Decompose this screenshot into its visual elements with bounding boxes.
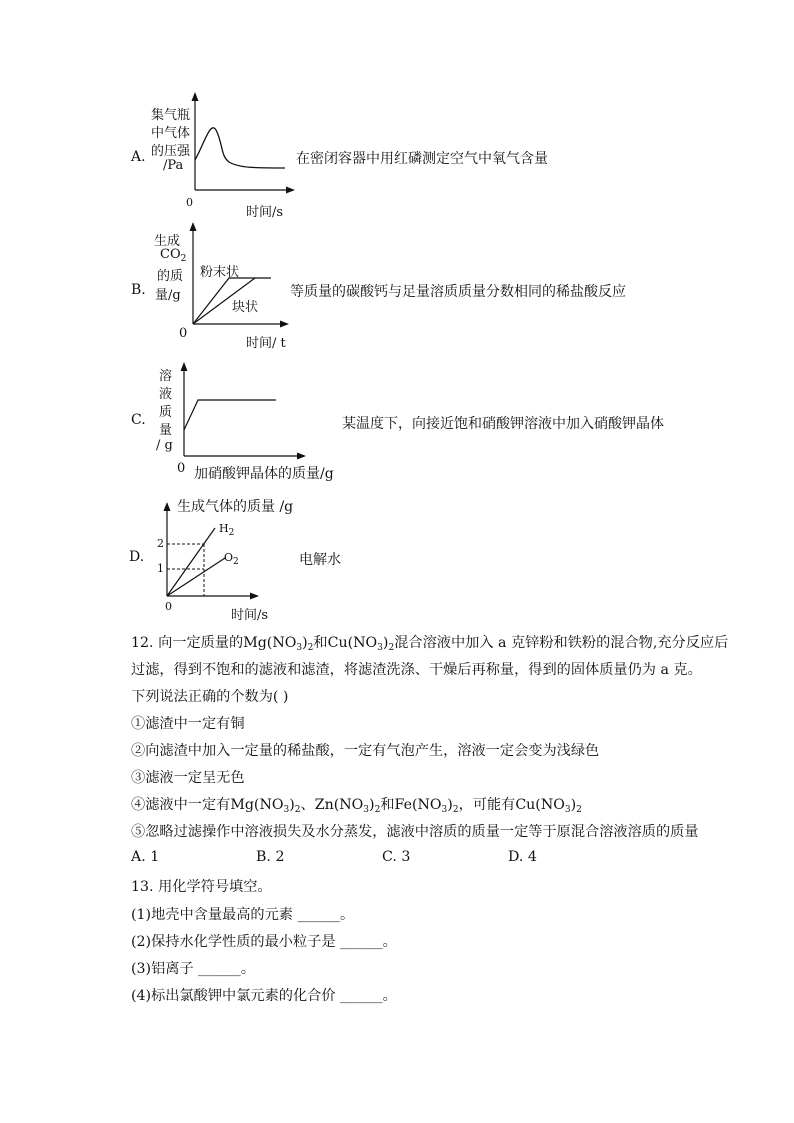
q12-l1a: 12. 向一定质量的Mg(NO (131, 635, 297, 651)
graph-c-plot (174, 358, 314, 458)
graph-a-ylabel-2: 中气体 (151, 126, 191, 141)
graph-a-ylabel-3: 的压强 (151, 144, 191, 159)
graph-b-ylabel-4: 量/g (155, 288, 181, 303)
graph-d-x-arrow (250, 593, 259, 600)
graph-a-caption: 在密闭容器中用红磷测定空气中氧气含量 (296, 151, 548, 167)
q12-s4p: 2 (576, 805, 582, 815)
graph-d-o2-text: O (224, 551, 234, 564)
graph-a-plot (185, 90, 295, 200)
graph-b-x-arrow (280, 321, 289, 328)
graph-b-origin: 0 (179, 326, 188, 341)
q13-item-1[interactable]: (1)地壳中含量最高的元素 ______。 (131, 907, 355, 923)
q12-statement-4 (131, 794, 582, 814)
graph-d-y-arrow (164, 502, 171, 511)
q13-title: 13. 用化学符号填空。 (131, 879, 272, 895)
graph-d-xlabel: 时间/s (231, 608, 269, 623)
graph-b-plot (180, 218, 293, 328)
q12-s4b: 3 (283, 805, 290, 815)
q12-option-a[interactable]: A. 1 (131, 849, 160, 865)
q12-l1d: 2 (307, 643, 314, 653)
graph-c-xlabel: 加硝酸钾晶体的质量/g (194, 466, 334, 482)
q13-item-3[interactable]: (3)铝离子 ______。 (131, 961, 255, 977)
q12-s4m: ，可能有Cu(NO (458, 797, 565, 813)
graph-b-ylabel-co: CO (160, 247, 181, 262)
graph-b-xlabel: 时间/ t (246, 336, 286, 351)
q12-s4e: 、Zn(NO (300, 797, 364, 813)
q12-s4k: ) (447, 797, 453, 813)
q12-s4d: 2 (294, 805, 301, 815)
graph-d-h2-line (167, 528, 215, 596)
graph-a-xlabel: 时间/s (246, 205, 284, 220)
graph-c-ylabel-2: 液 (159, 387, 173, 402)
q12-s4n: 3 (564, 805, 571, 815)
graph-d-caption: 电解水 (299, 552, 341, 568)
graph-d-h2-sub: 2 (228, 528, 235, 538)
q12-s4j: 3 (441, 805, 448, 815)
graph-d-letter: D. (129, 549, 145, 565)
q12-s4a: ④滤液中一定有Mg(NO (131, 797, 284, 813)
graph-a-origin: 0 (186, 196, 193, 209)
q13-item-2[interactable]: (2)保持水化学性质的最小粒子是 ______。 (131, 934, 397, 950)
graph-b-y-arrow (190, 222, 197, 231)
graph-a-y-arrow (192, 92, 199, 101)
graph-a-ylabel-1: 集气瓶 (151, 108, 191, 123)
graph-c-y-arrow (181, 362, 188, 371)
graph-c-mass-line (184, 400, 276, 430)
q12-s4i: 和Fe(NO (380, 797, 442, 813)
q12-statement-3: ③滤液一定呈无色 (131, 770, 245, 786)
graph-b-ylabel-3: 的质 (157, 269, 184, 284)
q12-l1e: 和Cu(NO (313, 635, 378, 651)
graph-c-x-arrow (297, 453, 306, 460)
q12-option-b[interactable]: B. 2 (256, 849, 285, 865)
graph-b-letter: B. (131, 282, 146, 298)
q12-s4o: ) (570, 797, 577, 813)
graph-c-origin: 0 (177, 461, 186, 476)
graph-d-o2-sub: 2 (233, 557, 239, 567)
graph-d-o2-line (167, 558, 225, 596)
graph-b-curve1-label: 粉末状 (200, 265, 240, 280)
q12-option-d[interactable]: D. 4 (508, 849, 537, 865)
graph-c-ylabel-1: 溶 (159, 369, 173, 384)
q12-line-1 (131, 632, 728, 652)
graph-a-x-arrow (286, 187, 295, 194)
graph-d-tick-1: 1 (157, 562, 164, 575)
graph-b-ylabel-1: 生成 (154, 234, 181, 249)
graph-b-ylabel-sub: 2 (180, 254, 187, 264)
graph-d-tick-2: 2 (157, 537, 164, 550)
q12-l1b: 3 (296, 643, 303, 653)
graph-c-caption: 某温度下，向接近饱和硝酸钾溶液中加入硝酸钾晶体 (342, 416, 664, 432)
graph-a-letter: A. (131, 149, 146, 165)
q12-statement-1: ①滤渣中一定有铜 (131, 716, 245, 732)
graph-d-ylabel: 生成气体的质量 /g (177, 499, 294, 515)
graph-a-ylabel-4: /Pa (163, 158, 184, 173)
q12-statement-5: ⑤忽略过滤操作中溶液损失及水分蒸发，滤液中溶质的质量一定等于原混合溶液溶质的质量 (131, 824, 699, 840)
q12-l1g: ) (382, 635, 389, 651)
graph-a-pressure-curve (195, 128, 285, 168)
q12-line-2: 过滤，得到不饱和的滤液和滤渣，将滤渣洗涤、干燥后再称量，得到的固体质量仍为 a 克。 (131, 662, 702, 678)
q12-s4f: 3 (363, 805, 370, 815)
q12-s4c: ) (289, 797, 295, 813)
graph-d-origin: 0 (165, 600, 172, 613)
q12-l1c: ) (302, 635, 308, 651)
q12-s4l: 2 (452, 805, 459, 815)
q13-item-4[interactable]: (4)标出氯酸钾中氯元素的化合价 ______。 (131, 988, 397, 1004)
graph-b-curve2-label: 块状 (232, 300, 259, 315)
graph-d-h2-text: H (219, 522, 229, 535)
q12-s4h: 2 (374, 805, 381, 815)
q12-l1h: 2 (388, 643, 395, 653)
graph-c-ylabel-4: 量 (159, 423, 173, 438)
graph-c-ylabel-3: 质 (159, 405, 173, 420)
graph-d-plot (157, 492, 267, 602)
q12-line-3: 下列说法正确的个数为( ) (131, 689, 289, 705)
q12-l1i: 混合溶液中加入 a 克锌粉和铁粉的混合物,充分反应后 (394, 635, 729, 651)
graph-c-ylabel-5: / g (156, 438, 173, 453)
graph-b-caption: 等质量的碳酸钙与足量溶质质量分数相同的稀盐酸反应 (290, 284, 626, 300)
q12-l1f: 3 (377, 643, 383, 653)
graph-c-letter: C. (131, 412, 146, 428)
q12-s4g: ) (369, 797, 375, 813)
q12-option-c[interactable]: C. 3 (382, 849, 411, 865)
graph-b-powder-line (193, 278, 271, 324)
q12-statement-2: ②向滤渣中加入一定量的稀盐酸，一定有气泡产生，溶液一定会变为浅绿色 (131, 743, 600, 759)
